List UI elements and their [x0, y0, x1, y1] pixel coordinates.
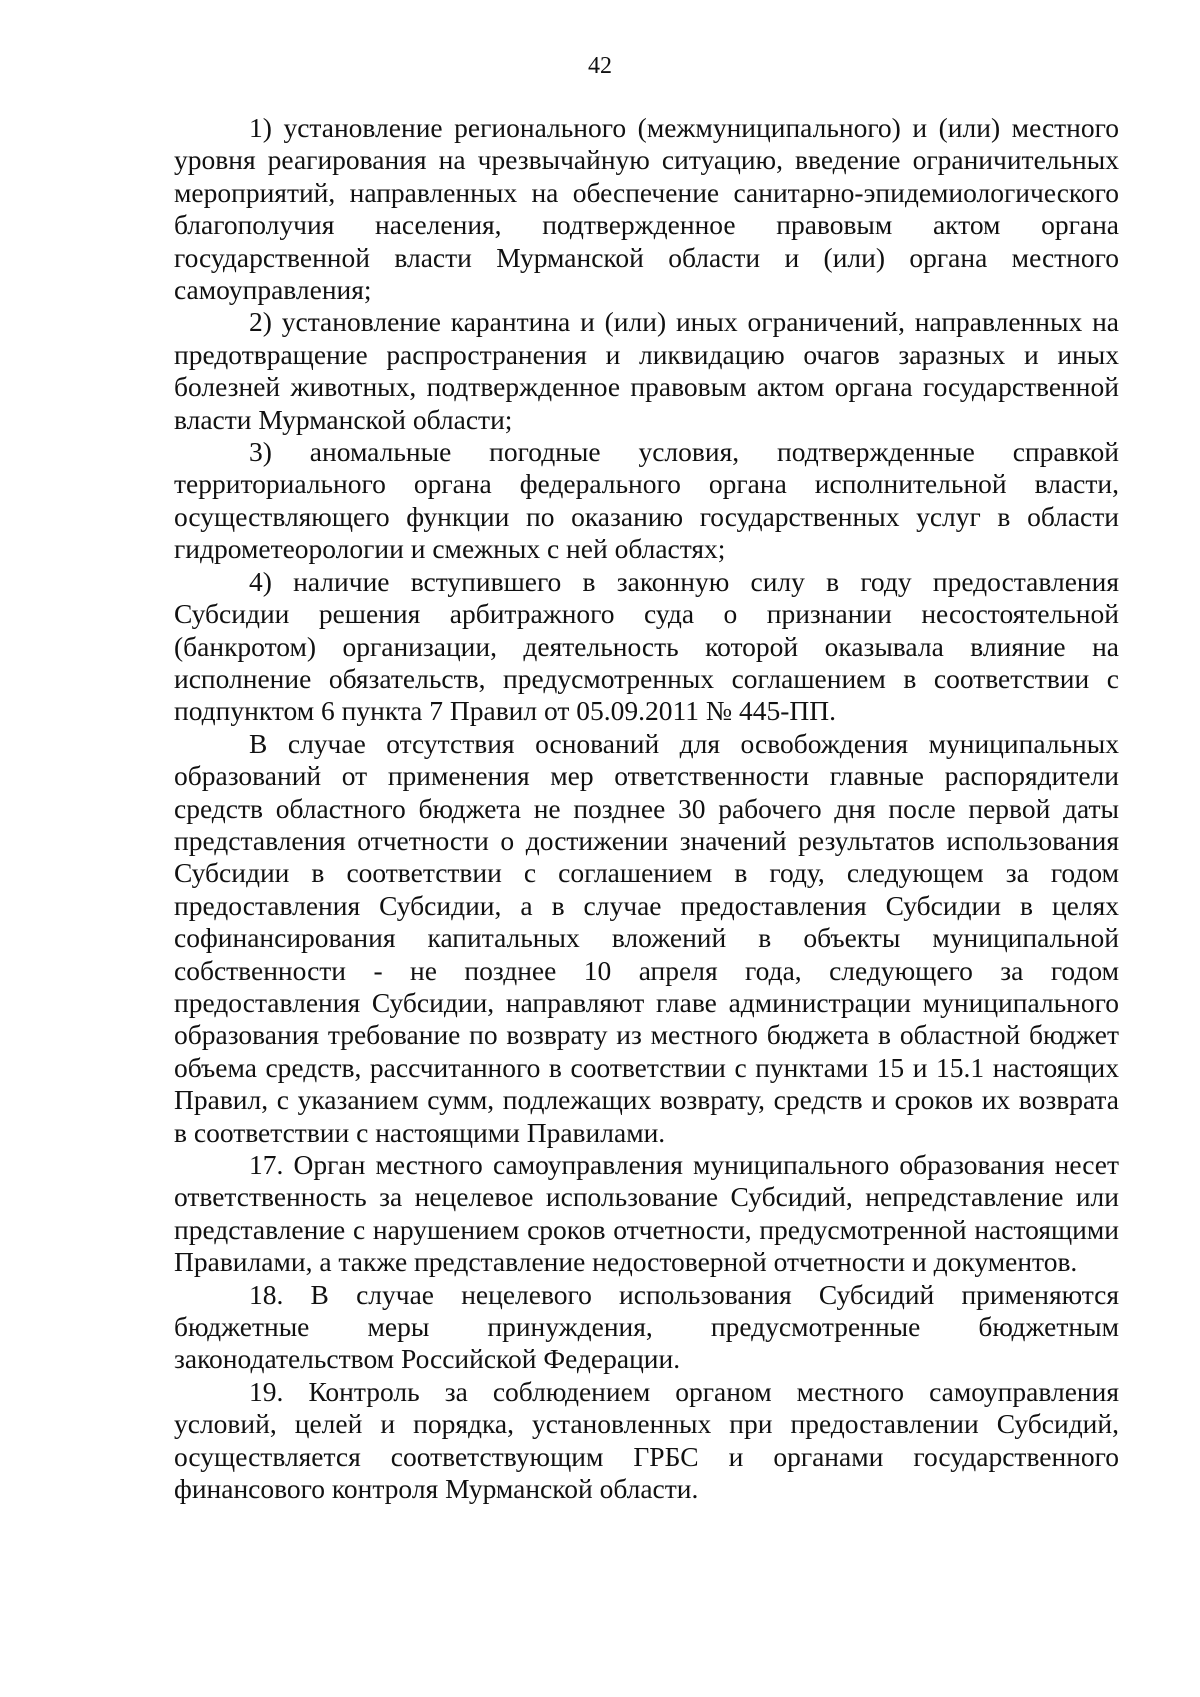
paragraph-clause-18: 18. В случае нецелевого использования Субсидий применяются бюджетные меры принуждения, предусмотренные бюджетным законодательством Российской Федерации. — [174, 1278, 1119, 1375]
paragraph-clause-17: 17. Орган местного самоуправления муниципального образования несет ответственность за нецелевое использование Субсидий, непредставление или представление с нарушением сроков отчетности, предусмотренной настоящими Правилами, а также представление недостоверной отчетности и документов. — [174, 1149, 1119, 1278]
paragraph-item-1: 1) установление регионального (межмуниципального) и (или) местного уровня реагирования на чрезвычайную ситуацию, введение ограничительных мероприятий, направленных на обеспечение санитарно-эпидемиологического благополучия населения, подтвержденное правовым актом органа государственной власти Мурманской области и (или) органа местного самоуправления; — [174, 112, 1119, 306]
paragraph-item-2: 2) установление карантина и (или) иных ограничений, направленных на предотвращение распространения и ликвидацию очагов заразных и иных болезней животных, подтвержденное правовым актом органа государственной власти Мурманской области; — [174, 306, 1119, 435]
document-body — [174, 112, 1119, 1505]
paragraph-item-3: 3) аномальные погодные условия, подтвержденные справкой территориального органа федерального органа исполнительной власти, осуществляющего функции по оказанию государственных услуг в области гидрометеорологии и смежных с ней областях; — [174, 436, 1119, 565]
paragraph-return-requirement: В случае отсутствия оснований для освобождения муниципальных образований от применения мер ответственности главные распорядители средств областного бюджета не позднее 30 рабочего дня после первой даты представления отчетности о достижении значений результатов использования Субсидии в соответствии с соглашением в году, следующем за годом предоставления Субсидии, а в случае предоставления Субсидии в целях софинансирования капитальных вложений в объекты муниципальной собственности - не позднее 10 апреля года, следующего за годом предоставления Субсидии, направляют главе администрации муниципального образования требование по возврату из местного бюджета в областной бюджет объема средств, рассчитанного в соответствии с пунктами 15 и 15.1 настоящих Правил, с указанием сумм, подлежащих возврату, средств и сроков их возврата в соответствии с настоящими Правилами. — [174, 727, 1119, 1148]
page-number: 42 — [588, 53, 612, 79]
paragraph-clause-19: 19. Контроль за соблюдением органом местного самоуправления условий, целей и порядка, установленных при предоставлении Субсидий, осуществляется соответствующим ГРБС и органами государственного финансового контроля Мурманской области. — [174, 1375, 1119, 1505]
paragraph-item-4: 4) наличие вступившего в законную силу в году предоставления Субсидии решения арбитражного суда о признании несостоятельной (банкротом) организации, деятельность которой оказывала влияние на исполнение обязательств, предусмотренных соглашением в соответствии с подпунктом 6 пункта 7 Правил от 05.09.2011 № 445-ПП. — [174, 565, 1119, 727]
